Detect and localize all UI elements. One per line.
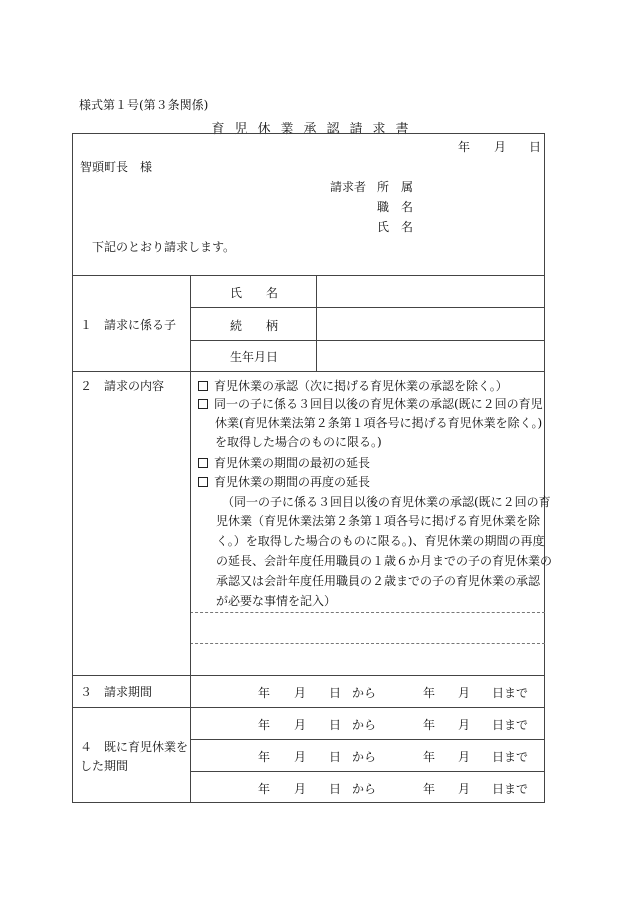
form-number-label: 様式第１号(第３条関係) bbox=[79, 98, 209, 112]
period-year-to: 年 bbox=[423, 718, 436, 732]
period-year-to: 年 bbox=[423, 782, 436, 796]
period-year-to: 年 bbox=[423, 686, 436, 700]
period-month-to: 月 bbox=[458, 750, 471, 764]
option-2-text-line3: を取得した場合のものに限る。) bbox=[215, 435, 382, 449]
intro-text: 下記のとおり請求します。 bbox=[92, 240, 236, 254]
period-year-from: 年 bbox=[258, 782, 271, 796]
period-month-from: 月 bbox=[294, 750, 307, 764]
period-year-from: 年 bbox=[258, 686, 271, 700]
divider-period-3 bbox=[190, 771, 545, 772]
note-line-6: が必要な事情を記入） bbox=[216, 594, 337, 608]
period-month-to: 月 bbox=[458, 782, 471, 796]
document-title: 育児休業承認請求書 bbox=[211, 122, 419, 137]
option-2-text-line2: 休業(育児休業法第２条第１項各号に掲げる育児休業を除く。) bbox=[215, 416, 543, 430]
period-month-to: 月 bbox=[458, 718, 471, 732]
period-month-from: 月 bbox=[294, 718, 307, 732]
period-from: から bbox=[352, 718, 377, 732]
divider-child-name bbox=[190, 307, 545, 308]
dash-line-2 bbox=[190, 643, 545, 644]
column-divider bbox=[190, 275, 191, 803]
period-from: から bbox=[352, 782, 377, 796]
checkbox-option-2[interactable] bbox=[198, 399, 208, 409]
child-relation-label: 続 柄 bbox=[230, 319, 279, 333]
period-year-from: 年 bbox=[258, 718, 271, 732]
period-day-from: 日 bbox=[329, 686, 342, 700]
divider-section2 bbox=[72, 371, 545, 372]
section2-label: ２ 請求の内容 bbox=[80, 379, 165, 393]
period-day-from: 日 bbox=[329, 718, 342, 732]
period-from: から bbox=[352, 750, 377, 764]
divider-header bbox=[72, 275, 545, 276]
option-4-text: 育児休業の期間の再度の延長 bbox=[214, 475, 371, 489]
date-year: 年 bbox=[458, 140, 471, 154]
period-day-until: 日まで bbox=[492, 718, 529, 732]
section1-label: １ 請求に係る子 bbox=[80, 318, 177, 332]
period-month-from: 月 bbox=[294, 686, 307, 700]
period-day-from: 日 bbox=[329, 782, 342, 796]
child-birthdate-label: 生年月日 bbox=[230, 350, 279, 364]
option-3[interactable] bbox=[198, 454, 370, 471]
period-day-until: 日まで bbox=[492, 782, 529, 796]
option-1-text: 育児休業の承認（次に掲げる育児休業の承認を除く。） bbox=[214, 379, 508, 393]
option-1[interactable] bbox=[198, 377, 508, 394]
period-from: から bbox=[352, 686, 377, 700]
divider-section4 bbox=[72, 707, 545, 708]
requester-label: 請求者 bbox=[330, 180, 367, 194]
note-line-3: く。）を取得した場合のものに限る。)、育児休業の期間の再度 bbox=[216, 534, 545, 548]
period-day-until: 日まで bbox=[492, 750, 529, 764]
period-year-from: 年 bbox=[258, 750, 271, 764]
section4-label-line1: ４ 既に育児休業を bbox=[80, 740, 189, 754]
addressee: 智頭町長 様 bbox=[80, 160, 153, 174]
divider-period-2 bbox=[190, 739, 545, 740]
period-month-to: 月 bbox=[458, 686, 471, 700]
note-line-5: 承認又は会計年度任用職員の２歳までの子の育児休業の承認 bbox=[216, 574, 541, 588]
section3-label: ３ 請求期間 bbox=[80, 685, 153, 699]
option-4[interactable] bbox=[198, 473, 370, 490]
divider-section3 bbox=[72, 675, 545, 676]
period-day-from: 日 bbox=[329, 750, 342, 764]
option-2-text-line1: 同一の子に係る３回目以後の育児休業の承認(既に２回の育児 bbox=[214, 397, 543, 411]
requester-name: 氏 名 bbox=[377, 220, 414, 234]
dash-line-1 bbox=[190, 612, 545, 613]
requester-affiliation: 所 属 bbox=[377, 180, 414, 194]
section4-label-line2: した期間 bbox=[80, 759, 129, 773]
checkbox-option-1[interactable] bbox=[198, 381, 208, 391]
child-name-label: 氏 名 bbox=[230, 286, 279, 300]
divider-child-relation bbox=[190, 340, 545, 341]
child-value-divider bbox=[316, 275, 317, 371]
checkbox-option-4[interactable] bbox=[198, 477, 208, 487]
period-day-until: 日まで bbox=[492, 686, 529, 700]
date-day: 日 bbox=[529, 140, 542, 154]
note-line-2: 児休業（育児休業法第２条第１項各号に掲げる育児休業を除 bbox=[216, 514, 541, 528]
checkbox-option-3[interactable] bbox=[198, 458, 208, 468]
requester-position: 職 名 bbox=[377, 200, 414, 214]
period-year-to: 年 bbox=[423, 750, 436, 764]
period-month-from: 月 bbox=[294, 782, 307, 796]
note-line-4: の延長、会計年度任用職員の１歳６か月までの子の育児休業の bbox=[216, 554, 553, 568]
note-line-1: （同一の子に係る３回目以後の育児休業の承認(既に２回の育 bbox=[222, 495, 551, 509]
date-month: 月 bbox=[494, 140, 507, 154]
option-2[interactable] bbox=[198, 395, 543, 412]
option-3-text: 育児休業の期間の最初の延長 bbox=[214, 456, 371, 470]
